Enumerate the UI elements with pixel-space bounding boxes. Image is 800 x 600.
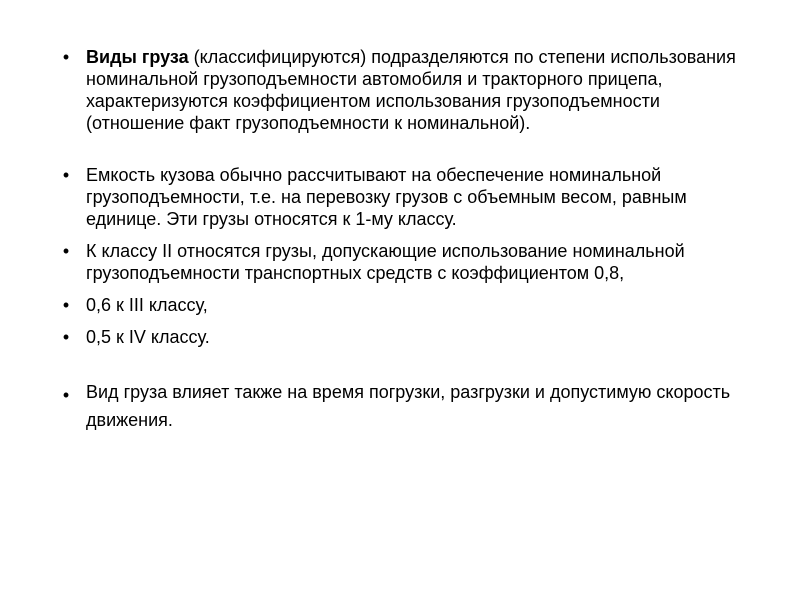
bullet-text: 0,5 к IV классу. [86, 327, 210, 347]
bullet-text: 0,6 к III классу, [86, 295, 208, 315]
bullet-list [60, 46, 750, 434]
bullet-text: Емкость кузова обычно рассчитывают на обеспечение номинальной грузоподъемности, т.е. на перевозку грузов с объемным весом, равным единице. Эти грузы относятся к 1-му классу. [86, 165, 687, 229]
bullet-dot: • [62, 47, 70, 67]
bullet-item-class-iii [60, 294, 750, 316]
bullet-item-class-iv [60, 326, 750, 348]
bullet-dot: • [62, 295, 70, 315]
bullet-item-cargo-types [60, 46, 750, 134]
bullet-dot: • [62, 327, 70, 347]
bullet-text: К классу II относятся грузы, допускающие использование номинальной грузоподъемности транспортных средств с коэффициентом 0,8, [86, 241, 685, 283]
bullet-text: Вид груза влияет также на время погрузки, разгрузки и допустимую скорость движения. [86, 382, 731, 430]
bullet-dot: • [62, 165, 70, 185]
bullet-item-class-ii [60, 240, 750, 284]
bullet-text: (классифицируются) подразделяются по степени использования номинальной грузоподъемности автомобиля и тракторного прицепа, характеризуются коэффициентом использования грузоподъемности (отношение факт грузоподъемности к номинальной). [86, 47, 736, 133]
bullet-dot: • [62, 385, 70, 405]
bullet-dot: • [62, 241, 70, 261]
bullet-item-loading-time [60, 378, 750, 434]
bullet-bold-lead: Виды груза [86, 47, 189, 67]
bullet-item-body-capacity [60, 164, 750, 230]
